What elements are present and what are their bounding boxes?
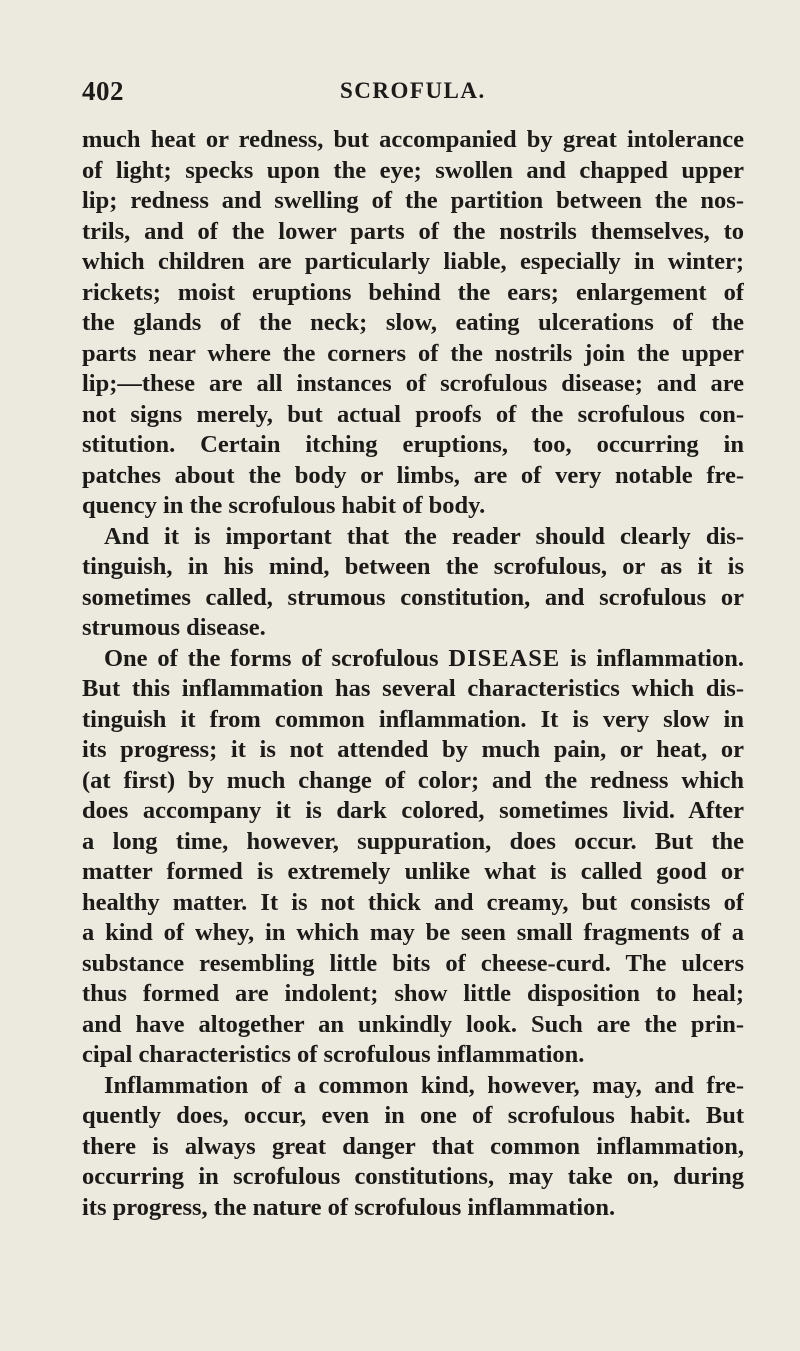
- paragraph: [82, 644, 744, 1071]
- text-line: cipal characteristics of scrofulous inflammation.: [82, 1041, 585, 1068]
- text-line: But this inflammation has several characteristics which dis-: [82, 675, 744, 702]
- text-line: (at first) by much change of color; and the redness which: [82, 766, 744, 794]
- text-line: tinguish it from common inflammation. It is very slow in: [82, 705, 744, 733]
- text-line: stitution. Certain itching eruptions, too, occurring in: [82, 431, 744, 458]
- text-line: the glands of the neck; slow, eating ulcerations of the: [82, 309, 744, 336]
- text-line: trils, and of the lower parts of the nostrils themselves, to: [82, 217, 744, 245]
- text-line: [82, 644, 744, 675]
- text-line: which children are particularly liable, especially in winter;: [82, 248, 744, 275]
- text-line: does accompany it is dark colored, sometimes livid. After: [82, 797, 744, 824]
- text-line: patches about the body or limbs, are of very notable fre-: [82, 461, 744, 489]
- body-text: [82, 125, 744, 1223]
- text-line: strumous disease.: [82, 614, 266, 641]
- paragraph: [82, 1071, 744, 1224]
- text-line: a kind of whey, in which may be seen small fragments of a: [82, 919, 744, 946]
- text-line: healthy matter. It is not thick and creamy, but consists of: [82, 888, 744, 916]
- text-line: occurring in scrofulous constitutions, may take on, during: [82, 1163, 744, 1190]
- text-line: its progress, the nature of scrofulous inflammation.: [82, 1193, 616, 1221]
- text-line: And it is important that the reader should clearly dis-: [104, 522, 744, 550]
- text-line: tinguish, in his mind, between the scrofulous, or as it is: [82, 553, 744, 580]
- text-line: thus formed are indolent; show little disposition to heal;: [82, 980, 744, 1007]
- text-line: its progress; it is not attended by much pain, or heat, or: [82, 736, 744, 763]
- text-line: not signs merely, but actual proofs of the scrofulous con-: [82, 400, 744, 428]
- text-segment: is inflammation.: [570, 644, 744, 672]
- text-line: quency in the scrofulous habit of body.: [82, 492, 486, 519]
- small-caps-term: DISEASE: [448, 644, 561, 672]
- paragraph: [82, 125, 744, 522]
- text-line: Inflammation of a common kind, however, may, and fre-: [104, 1071, 744, 1099]
- text-line: sometimes called, strumous constitution, and scrofulous or: [82, 583, 744, 611]
- text-line: of light; specks upon the eye; swollen and chapped upper: [82, 156, 744, 184]
- text-line: parts near where the corners of the nostrils join the upper: [82, 339, 744, 367]
- text-line: matter formed is extremely unlike what is called good or: [82, 858, 744, 885]
- text-line: lip;—these are all instances of scrofulous disease; and are: [82, 370, 744, 397]
- text-line: much heat or redness, but accompanied by great intolerance: [82, 126, 744, 153]
- text-line: quently does, occur, even in one of scrofulous habit. But: [82, 1102, 744, 1129]
- running-head: [82, 76, 742, 110]
- text-line: a long time, however, suppuration, does occur. But the: [82, 827, 744, 855]
- text-line: substance resembling little bits of cheese-curd. The ulcers: [82, 949, 744, 977]
- text-line: and have altogether an unkindly look. Such are the prin-: [82, 1010, 744, 1038]
- running-title: SCROFULA.: [340, 78, 486, 103]
- paragraph: [82, 522, 744, 644]
- page-number: 402: [82, 76, 124, 106]
- text-line: lip; redness and swelling of the partition between the nos-: [82, 187, 744, 214]
- text-line: there is always great danger that common inflammation,: [82, 1132, 744, 1160]
- text-segment: One of the forms of scrofulous: [104, 644, 439, 672]
- text-line: rickets; moist eruptions behind the ears; enlargement of: [82, 278, 744, 306]
